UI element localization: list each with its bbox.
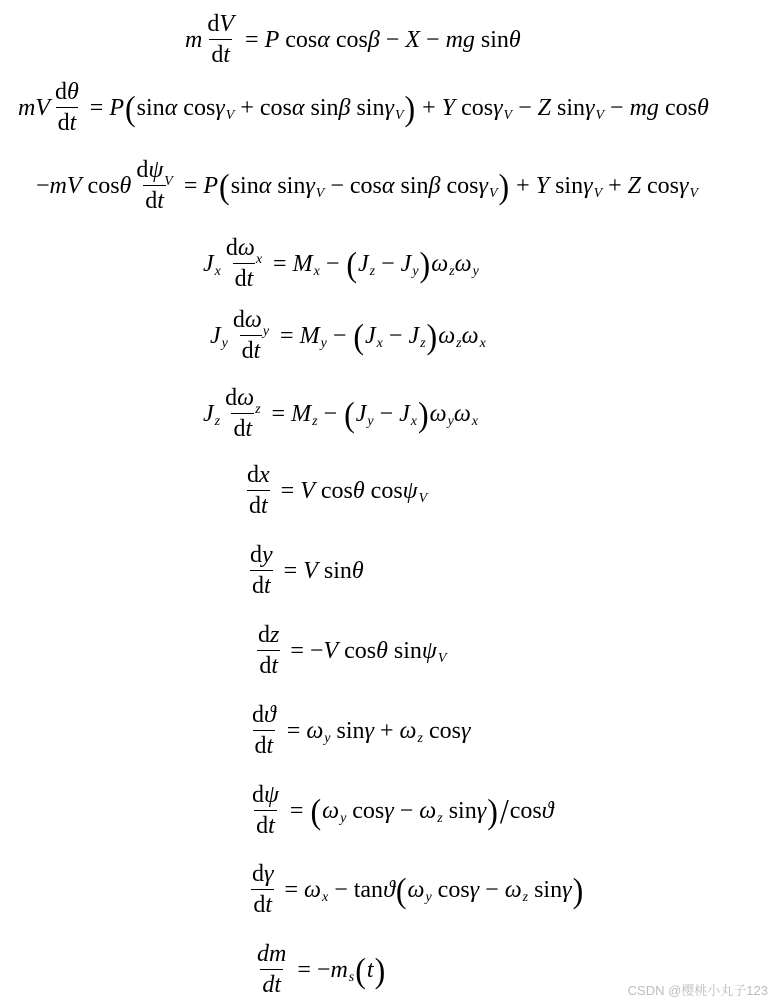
equation-4: J x $\frac{d\omega_x}{dt}$ = M x − ( J z − J y ) ω z ω y xyxy=(203,235,479,292)
fraction: $\frac{d\psi}{dt}$ xyxy=(252,782,279,839)
equation-12: $\frac{d\gamma}{dt}$ = ω x − tan ϑ ( ω y cos γ − ω z sin γ ) xyxy=(252,861,584,918)
fraction: $\frac{d\psi_V}{dt}$ xyxy=(136,157,173,214)
fraction: $\frac{dx}{dt}$ xyxy=(247,462,270,519)
equation-5: J y $\frac{d\omega_y}{dt}$ = M y − ( J x − J z ) ω z ω x xyxy=(210,307,486,364)
equation-2: mV $\frac{d\theta}{dt}$ = P ( sin α cos γ V + cos α sin β sin γ V ) + Y cos γ V − Z sin γ V − mg cos θ xyxy=(18,79,709,136)
equation-6: J z $\frac{d\omega_z}{dt}$ = M z − ( J y − J x ) ω y ω x xyxy=(203,385,479,442)
equation-10: $\frac{dϑ}{dt}$ = ω y sin γ + ω z cos γ xyxy=(252,702,471,759)
fraction: $\frac{d\gamma}{dt}$ xyxy=(252,861,274,918)
fraction: $\frac{d\omega_y}{dt}$ xyxy=(232,307,270,364)
fraction: $\frac{dy}{dt}$ xyxy=(250,542,273,599)
equation-8: $\frac{dy}{dt}$ = V sin θ xyxy=(250,542,364,599)
fraction: $\frac{dz}{dt}$ xyxy=(258,622,280,679)
fraction: $\frac{d\omega_x}{dt}$ xyxy=(225,235,263,292)
equation-13: $\frac{dm}{dt}$ = − m s ( t ) xyxy=(257,941,386,998)
equation-1: m $\frac{dV}{dt}$ = P cos α cos β − X − mg sin θ xyxy=(185,11,521,68)
fraction: $\frac{d\omega_z}{dt}$ xyxy=(225,385,261,442)
equation-9: $\frac{dz}{dt}$ = − V cos θ sin ψ V xyxy=(258,622,447,679)
equation-7: $\frac{dx}{dt}$ = V cos θ cos ψ V xyxy=(247,462,428,519)
watermark: CSDN @樱桃小丸子123 xyxy=(627,983,768,998)
fraction: $\frac{dϑ}{dt}$ xyxy=(252,702,276,759)
equation-11: $\frac{d\psi}{dt}$ = ( ω y cos γ − ω z sin γ ) / cos ϑ xyxy=(252,782,554,839)
fraction: $\frac{dV}{dt}$ xyxy=(207,11,235,68)
equation-3: − mV cos θ $\frac{d\psi_V}{dt}$ = P ( sin α sin γ V − cos α sin β cos γ V ) + Y sin γ V + Z cos γ V xyxy=(36,157,699,214)
fraction: $\frac{d\theta}{dt}$ xyxy=(55,79,79,136)
fraction: $\frac{dm}{dt}$ xyxy=(257,941,287,998)
